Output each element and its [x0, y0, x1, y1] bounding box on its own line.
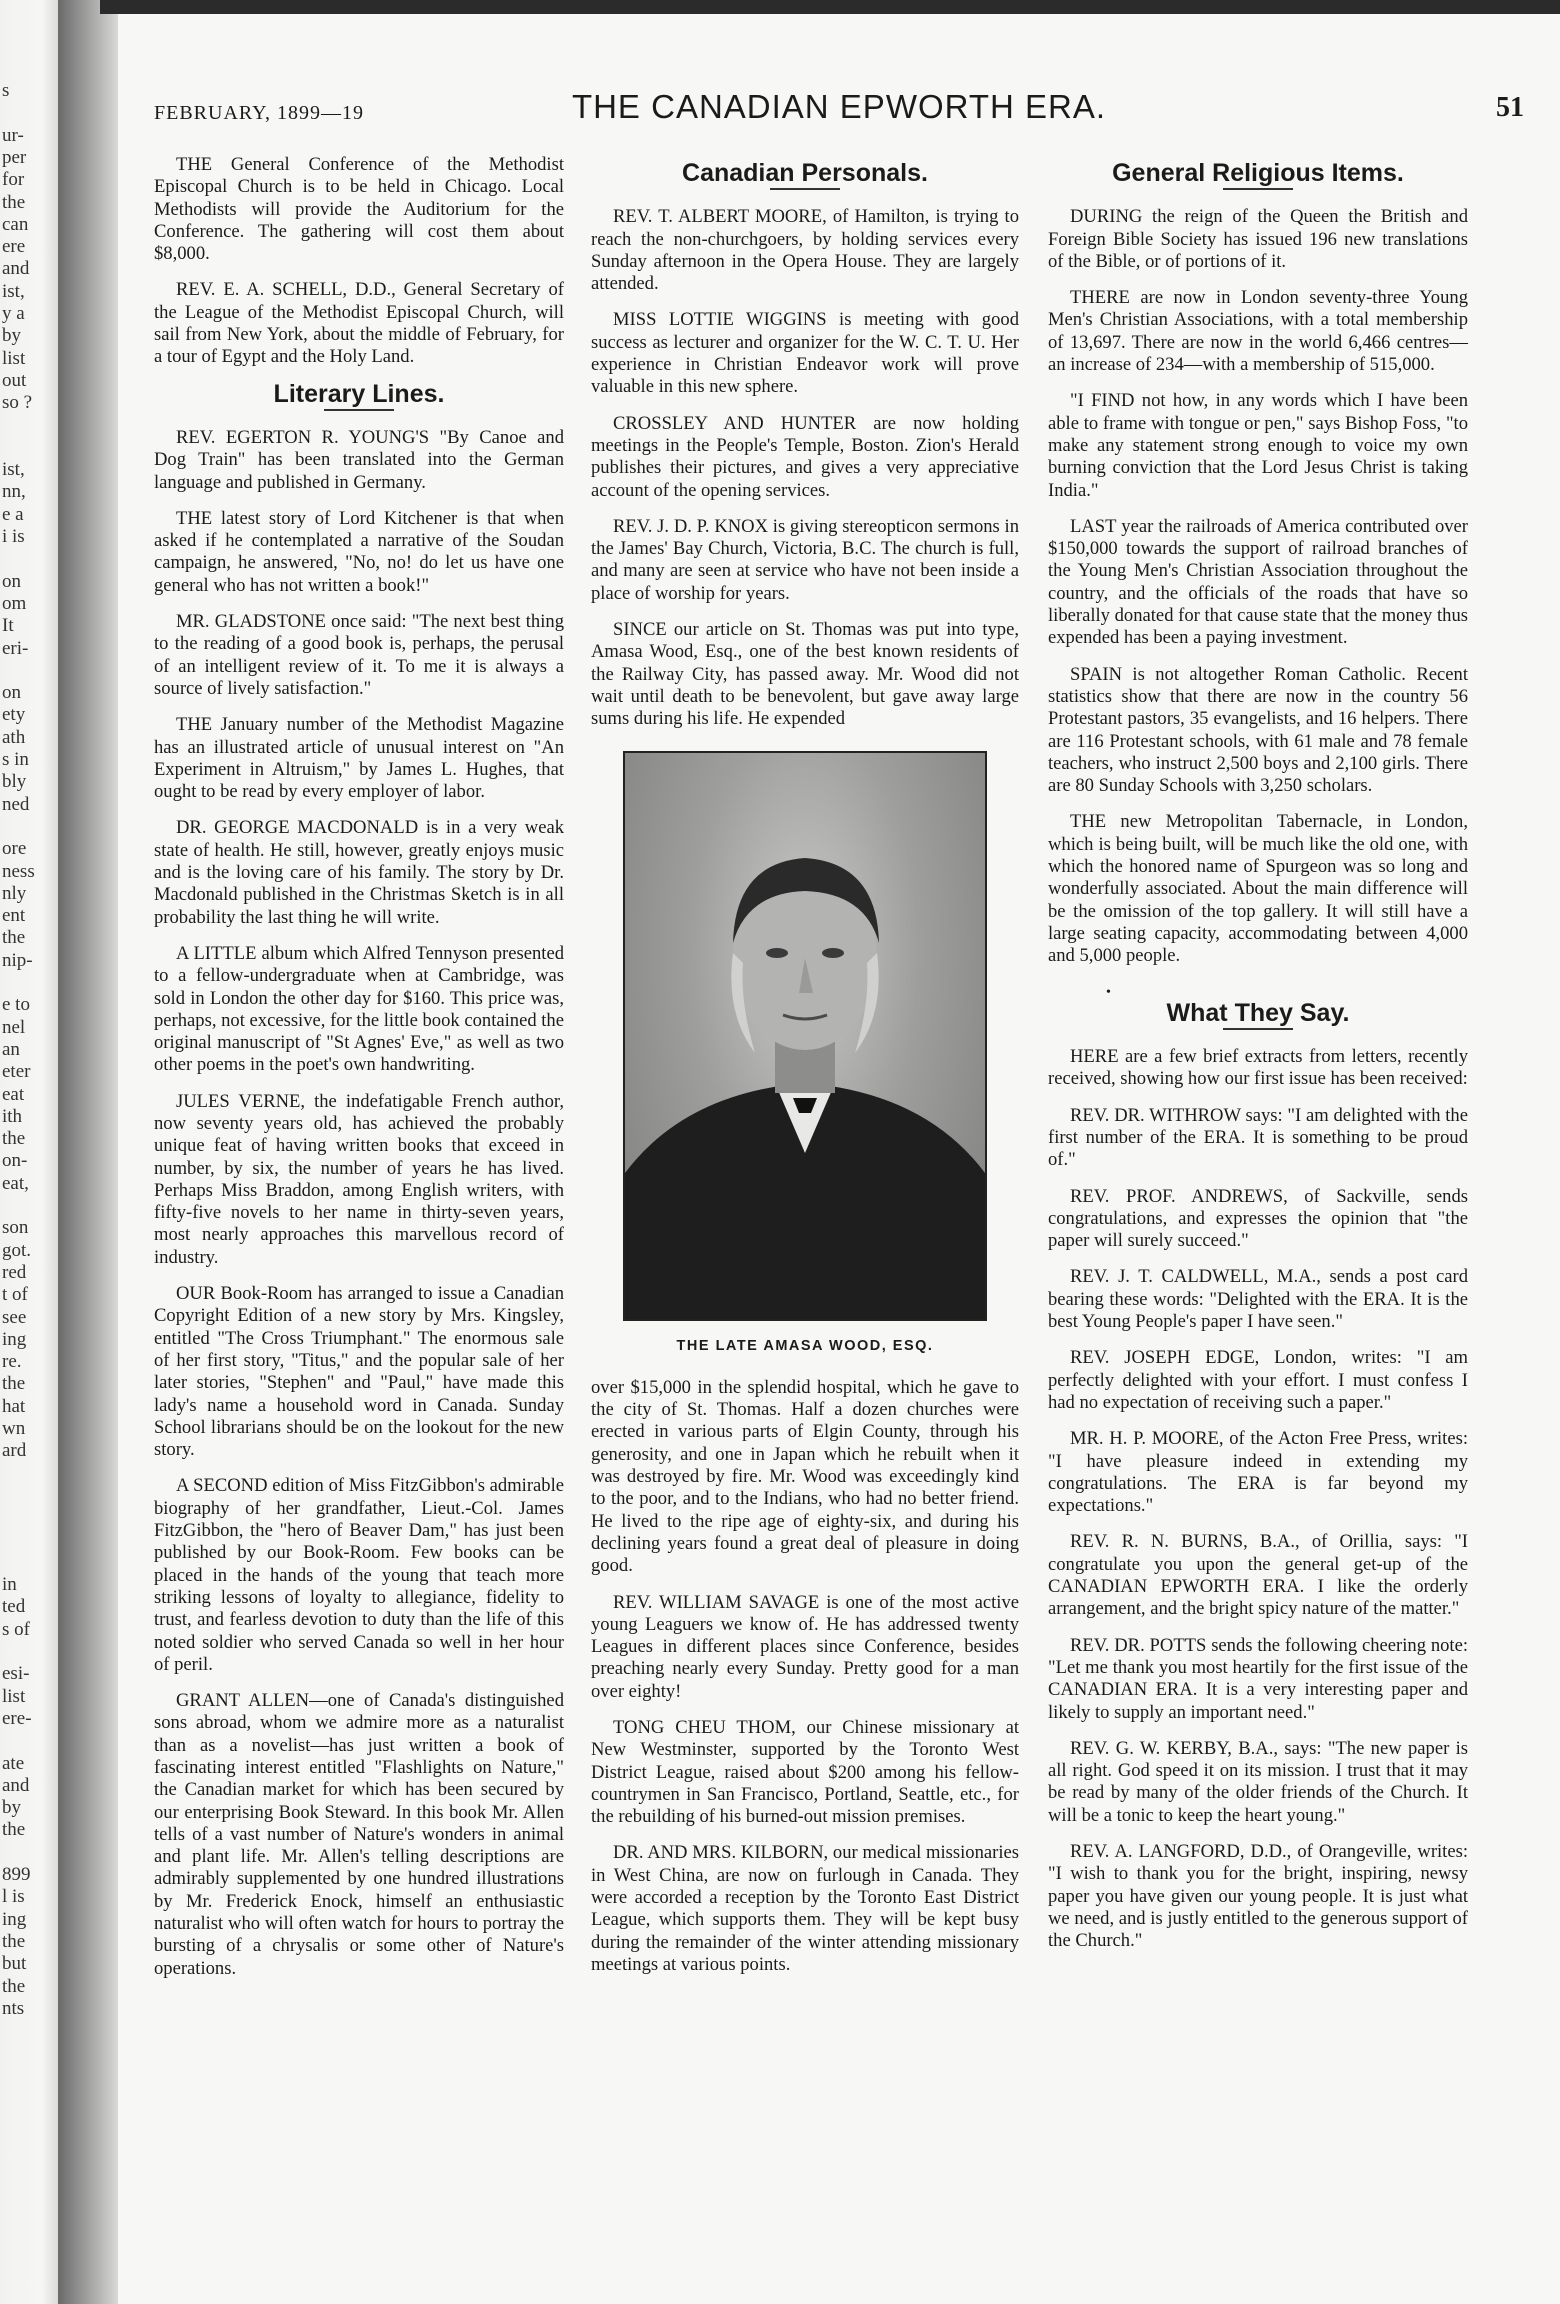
paragraph: SPAIN is not altogether Roman Catholic. Recent statistics show that there are now in the country 56 Protestant pastors, 35 evangelists, and 16 helpers. There are 116 Protestant schools, with 61 male and 78 female teachers, who instruct 2,500 boys and 2,100 girls. There are 80 Sunday Schools with 3,250 scholars.: [1048, 663, 1468, 797]
previous-page-fragment: son: [2, 1217, 29, 1239]
previous-page-fragment: see: [2, 1306, 27, 1328]
issue-date: FEBRUARY, 1899—19: [154, 102, 365, 124]
paragraph: A LITTLE album which Alfred Tennyson presented to a fellow-undergraduate when at Cambridge, was sold in London the other day for $160. This price was, perhaps, not excessive, for the little book contained the original manuscript of "St Agnes' Eve," as well as two other poems in the poet's own handwriting.: [154, 942, 564, 1076]
heading-rule: [1223, 1028, 1293, 1030]
previous-page-fragment: l is: [2, 1886, 25, 1908]
paragraph: REV. J. T. CALDWELL, M.A., sends a post card bearing these words: "Delighted with the ERA. It is the best Young People's paper I have seen.": [1048, 1266, 1468, 1333]
paragraph: GRANT ALLEN—one of Canada's distinguished sons abroad, whom we admire more as a naturalist than as a novelist—has just written a book of fascinating interest entitled "Flashlights on Nature," the Canadian market for which has been secured by our enterprising Book Steward. In this book Mr. Allen tells of a vast number of Nature's wonders in animal and plant life. Mr. Allen's telling descriptions are admirably supplemented by one hundred illustrations by Mr. Frederick Enock, himself an enthusiastic naturalist who will often watch for hours to portray the bursting of a chrysalis or some other of Nature's operations.: [154, 1690, 564, 1979]
portrait-photo: [623, 751, 987, 1321]
previous-page-fragment: an: [2, 1038, 20, 1060]
page-number: 51: [1496, 92, 1524, 123]
paragraph: HERE are a few brief extracts from letters, recently received, showing how our first issue has been received:: [1048, 1046, 1468, 1090]
paragraph: REV. DR. WITHROW says: "I am delighted with the first number of the ERA. It is something to be proud of.": [1048, 1104, 1468, 1171]
section-heading-canadian-personals: Canadian Personals.: [682, 159, 928, 187]
section-heading-literary-lines: Literary Lines.: [273, 379, 445, 408]
previous-page-fragment: the: [2, 1819, 26, 1841]
previous-page-fragment: list: [2, 347, 26, 369]
previous-page-fragment: t of: [2, 1284, 28, 1306]
paragraph: A SECOND edition of Miss FitzGibbon's admirable biography of her grandfather, Lieut.-Col. James FitzGibbon, the "hero of Beaver Dam," has just been published by our Book-Room. Few books can be placed in the hands of the young that teach more striking lessons of loyalty to allegiance, fidelity to trust, and fearless devotion to duty than the life of this noted soldier who served Canada so well in her hour of peril.: [154, 1475, 564, 1675]
previous-page-fragment: ist,: [2, 459, 25, 481]
previous-page-fragment: the: [2, 1128, 26, 1150]
paragraph: REV. DR. POTTS sends the following cheering note: "Let me thank you most heartily for the first issue of the CANADIAN ERA. It is a very interesting paper and likely to supply an important need.": [1048, 1634, 1468, 1723]
previous-page-fragment: got.: [2, 1239, 32, 1261]
paragraph: THE January number of the Methodist Magazine has an illustrated article of unusual interest on "An Experiment in Altruism," by James L. Hughes, that ought to be read by every employer of labor.: [154, 714, 564, 803]
paragraph: REV. JOSEPH EDGE, London, writes: "I am perfectly delighted with your effort. I must confess I had no expectation of receiving such a paper.": [1048, 1347, 1468, 1413]
previous-page-fragment: and: [2, 1774, 30, 1796]
previous-page-fragment: ent: [2, 905, 26, 927]
previous-page-fragment: ard: [2, 1440, 27, 1462]
previous-page-fragment: nly: [2, 882, 27, 904]
previous-page-fragment: the: [2, 191, 26, 213]
previous-page-fragment: ist,: [2, 280, 25, 302]
portrait-illustration: [625, 753, 985, 1319]
previous-page-fragment: ing: [2, 1908, 27, 1930]
previous-page-fragment: bly: [2, 771, 27, 793]
column-middle: [591, 154, 1019, 1990]
previous-page-fragment: e a: [2, 503, 24, 525]
previous-page-fragment: red: [2, 1261, 27, 1283]
paragraph: DURING the reign of the Queen the British and Foreign Bible Society has issued 196 new translations of the Bible, or of portions of it.: [1048, 206, 1468, 272]
previous-page-fragment: om: [2, 592, 27, 614]
previous-page-fragment: ere: [2, 236, 26, 258]
column-left: [154, 154, 564, 1994]
previous-page-fragment: ath: [2, 726, 26, 748]
previous-page-fragment: ere-: [2, 1707, 32, 1729]
binding-gutter: [58, 0, 120, 2304]
previous-page-fragment: nip-: [2, 949, 33, 971]
previous-page-fragment: ness: [2, 860, 35, 882]
previous-page-fragment: can: [2, 213, 29, 235]
paragraph: REV. G. W. KERBY, B.A., says: "The new paper is all right. God speed it on its mission. I trust that it may be read by many of the older friends of the Church. It will be a tonic to keep the heart young.": [1048, 1737, 1468, 1826]
previous-page-fragment: by: [2, 325, 21, 347]
paragraph: MR. H. P. MOORE, of the Acton Free Press, writes: "I have pleasure indeed in extending my congratulations. The ERA is far beyond my expectations.": [1048, 1428, 1468, 1517]
heading-rule: [324, 409, 394, 411]
section-heading-general-religious-items: General Religious Items.: [1112, 159, 1404, 187]
previous-page-fragment: hat: [2, 1395, 26, 1417]
previous-page-fragment: eat,: [2, 1172, 29, 1194]
previous-page-fragment: esi-: [2, 1663, 30, 1685]
previous-page-fragment: wn: [2, 1418, 26, 1439]
previous-page-fragment: re.: [2, 1351, 22, 1373]
paragraph: THE latest story of Lord Kitchener is that when asked if he contemplated a narrative of the Soudan campaign, he answered, "No, no! do let us have one general who has not written a book!": [154, 507, 564, 596]
previous-page-fragment: ore: [2, 838, 27, 860]
paragraph: REV. A. LANGFORD, D.D., of Orangeville, writes: "I wish to thank you for the bright, inspiring, newsy paper you have given our young people. It is just what we need, and is justly entitled to the generous support of the Church.": [1048, 1841, 1468, 1952]
previous-page-fragment: e to: [2, 994, 30, 1016]
heading-rule: [770, 188, 840, 190]
previous-page-fragment: list: [2, 1685, 26, 1707]
paragraph: REV. WILLIAM SAVAGE is one of the most active young Leaguers we know of. He has addressed twenty Leagues in different places since Conference, besides preaching nearly every Sunday. Pretty good for a man over eighty!: [591, 1591, 1019, 1702]
previous-page-fragment: per: [2, 146, 27, 168]
previous-page-fragment: eri-: [2, 637, 29, 659]
page-header: [154, 84, 1524, 134]
previous-page-fragment: 899: [2, 1864, 31, 1885]
paragraph: MR. GLADSTONE once said: "The next best thing to the reading of a good book is, perhaps, the perusal of an intelligent review of it. To me it is always a source of lively satisfaction.": [154, 611, 564, 699]
paragraph: SINCE our article on St. Thomas was put into type, Amasa Wood, Esq., one of the best known residents of the Railway City, has passed away. Mr. Wood did not wait until death to be benevolent, but gave away large sums during his life. He expended: [591, 619, 1019, 730]
previous-page-fragment: ned: [2, 793, 30, 815]
previous-page-fragment: and: [2, 258, 30, 280]
previous-page-fragment: the: [2, 1373, 26, 1395]
paragraph: REV. R. N. BURNS, B.A., of Orillia, says: "I congratulate you upon the general get-up of the CANADIAN EPWORTH ERA. I like the orderly arrangement, and the bright spicy nature of the matter.": [1048, 1531, 1468, 1620]
paragraph: REV. PROF. ANDREWS, of Sackville, sends congratulations, and expresses the opinion that "the paper will surely succeed.": [1048, 1185, 1468, 1252]
magazine-page: [118, 14, 1560, 2304]
paragraph: TONG CHEU THOM, our Chinese missionary at New Westminster, supported by the Toronto West District League, raised about $200 among his fellow-countrymen in San Francisco, Portland, Seattle, etc., for the rebuilding of his burned-out mission premises.: [591, 1716, 1019, 1828]
paragraph: THERE are now in London seventy-three Young Men's Christian Associations, with a total membership of 13,697. There are now in the world 6,466 centres—an increase of 234—with a membership of 515,000.: [1048, 287, 1468, 376]
paragraph: THE General Conference of the Methodist Episcopal Church is to be held in Chicago. Local Methodists will provide the Auditorium for the Conference. The gathering will cost them about $8,000.: [154, 154, 564, 265]
top-edge-band: [100, 0, 1560, 14]
previous-page-fragment: nts: [2, 1997, 25, 2019]
paragraph: CROSSLEY AND HUNTER are now holding meetings in the People's Temple, Boston. Zion's Herald publishes their pictures, and gives a very appreciative account of the opening services.: [591, 412, 1019, 501]
previous-page-fragment: so ?: [2, 392, 33, 414]
previous-page-fragment: y a: [2, 303, 25, 324]
previous-page-fragment: ate: [2, 1752, 25, 1774]
previous-page-fragment: eat: [2, 1083, 25, 1105]
previous-page-fragment: nel: [2, 1016, 26, 1038]
previous-page-fragment: but: [2, 1953, 27, 1975]
paragraph: OUR Book-Room has arranged to issue a Canadian Copyright Edition of a new story by Mrs. Kingsley, entitled "The Cross Triumphant." The enormous sale of her first story, "Titus," and the popular sale of her later stories, "Stephen" and "Paul," have made this lady's name a household word in Canada. Sunday School librarians should be on the lookout for the new story.: [154, 1283, 564, 1461]
previous-page-fragment: out: [2, 369, 27, 391]
previous-page-fragment: ur-: [2, 124, 24, 146]
previous-page-fragment: s of: [2, 1618, 30, 1640]
previous-page-fragment: by: [2, 1797, 21, 1819]
previous-page-fragment: s: [2, 80, 10, 101]
paragraph: DR. AND MRS. KILBORN, our medical missionaries in West China, are now on furlough in Canada. They were accorded a reception by the Toronto East District League, which supports them. They will be kept busy during the remainder of the winter attending missionary meetings at various points.: [591, 1842, 1019, 1975]
previous-page-fragment: nn,: [2, 481, 26, 503]
paragraph: REV. T. ALBERT MOORE, of Hamilton, is trying to reach the non-churchgoers, by holding services every Sunday afternoon in the Opera House. They are largely attended.: [591, 206, 1019, 295]
column-right: [1048, 154, 1468, 1966]
previous-page-fragment: ing: [2, 1328, 27, 1350]
paragraph: THE new Metropolitan Tabernacle, in London, which is being built, will be much like the old one, with which the honored name of Spurgeon was so long and wonderfully associated. About the main difference will be the omission of the top gallery. It will still have a large seating capacity, accommodating between 4,000 and 5,000 people.: [1048, 811, 1468, 967]
previous-page-fragment: i is: [2, 526, 25, 547]
heading-rule: [1223, 188, 1293, 190]
paragraph: REV. J. D. P. KNOX is giving stereopticon sermons in the James' Bay Church, Victoria, B.C. The church is full, and many are seen at service who have not been inside a place of worship for years.: [591, 515, 1019, 604]
previous-page-fragment: on: [2, 570, 21, 592]
paragraph: DR. GEORGE MACDONALD is in a very weak state of health. He still, however, greatly enjoys music and is the loving care of his family. The story by Dr. Macdonald published in the Christmas Sketch is in all probability the last thing he will write.: [154, 817, 564, 928]
section-heading-what-they-say: What They Say.: [1166, 998, 1350, 1027]
ornament-dot: •: [1106, 984, 1111, 1000]
previous-page-fragment: ted: [2, 1596, 26, 1618]
previous-page-fragment: ith: [2, 1105, 23, 1127]
photo-caption: THE LATE AMASA WOOD, ESQ.: [676, 1337, 934, 1354]
paragraph: MISS LOTTIE WIGGINS is meeting with good success as lecturer and organizer for the W. C. T. U. Her experience in Christian Endeavor work will prove valuable in this new sphere.: [591, 309, 1019, 398]
previous-page-fragment: s in: [2, 749, 29, 770]
publication-title: THE CANADIAN EPWORTH ERA.: [571, 88, 1107, 125]
paragraph: over $15,000 in the splendid hospital, which he gave to the city of St. Thomas. Half a dozen churches were erected in various parts of Elgin County, through his generosity, and one in Japan which he rebuilt when it was destroyed by fire. Mr. Wood was exceedingly kind to the poor, and to the Indians, who had no better friend. He lived to the ripe age of eighty-six, and during his declining years found a great deal of pleasure in doing good.: [591, 1376, 1019, 1577]
previous-page-fragment: the: [2, 1975, 26, 1997]
paragraph: LAST year the railroads of America contributed over $150,000 towards the support of railroad branches of the Young Men's Christian Association throughout the country, and the officials of the roads that have so liberally donated for that cause state that the money thus expended has been a paying investment.: [1048, 515, 1468, 649]
previous-page-fragment: the: [2, 927, 26, 949]
previous-page-fragment: for: [2, 169, 25, 191]
previous-page-fragment: It: [2, 615, 14, 637]
previous-page-fragment: on-: [2, 1150, 28, 1172]
paragraph: REV. EGERTON R. YOUNG'S "By Canoe and Dog Train" has been translated into the German language and published in Germany.: [154, 426, 564, 493]
paragraph: REV. E. A. SCHELL, D.D., General Secretary of the League of the Methodist Episcopal Church, will sail from New York, about the middle of February, for a tour of Egypt and the Holy Land.: [154, 279, 564, 368]
previous-page-edge: [0, 0, 60, 2304]
previous-page-fragment: on: [2, 682, 21, 704]
previous-page-fragment: the: [2, 1930, 26, 1952]
paragraph: "I FIND not how, in any words which I have been able to frame with tongue or pen," says Bishop Foss, "to make any statement strong enough to voice my own burning conviction that the Lord Jesus Christ is taking India.": [1048, 390, 1468, 501]
previous-page-fragment: ety: [2, 704, 26, 726]
paragraph: JULES VERNE, the indefatigable French author, now seventy years old, has achieved the probably unique feat of having written books that exceed in number, by six, the number of years he has lived. Perhaps Miss Braddon, among English writers, with fifty-five novels to her name in thirty-seven years, most nearly approaches this marvellous record of industry.: [154, 1090, 564, 1268]
previous-page-fragment: in: [2, 1574, 17, 1596]
previous-page-fragment: eter: [2, 1061, 31, 1083]
